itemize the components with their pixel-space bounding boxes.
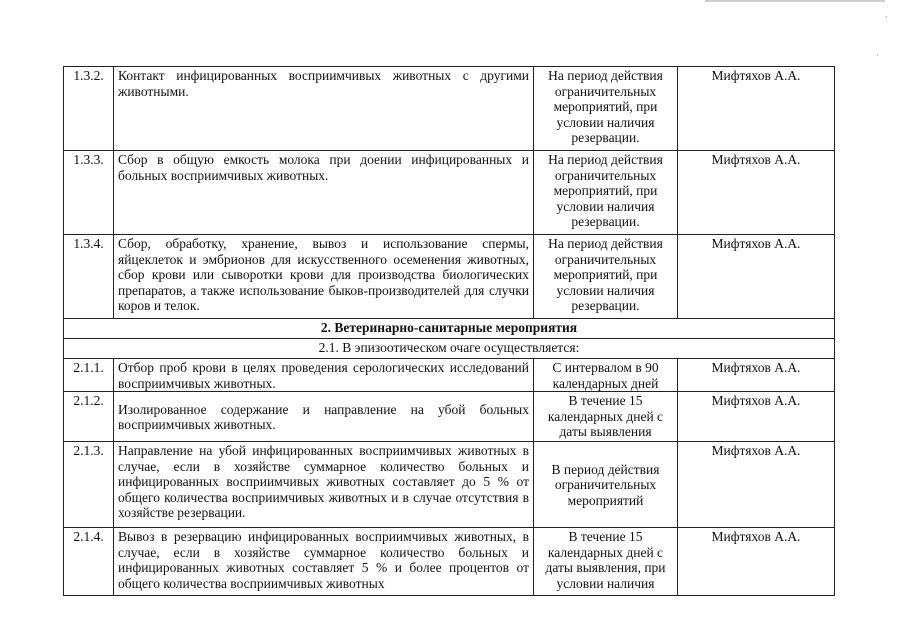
- table-row: [64, 67, 835, 151]
- measure-description: Вывоз в резервацию инфицированных восприимчивых животных, в случае, если в хозяйстве суммарное количество больных и инфицированных животных составляет 5 % и более процентов от общего количества восприимчивых животных: [114, 528, 534, 596]
- measure-term: На период действия ограничительных мероприятий, при условии наличия резервации.: [534, 235, 678, 319]
- row-number: 2.1.4.: [64, 528, 114, 596]
- table-row: [64, 442, 835, 528]
- table-row: [64, 528, 835, 596]
- responsible-person: Мифтяхов А.А.: [678, 67, 835, 151]
- responsible-person: Мифтяхов А.А.: [678, 151, 835, 235]
- measure-description: Сбор, обработку, хранение, вывоз и использование спермы, яйцеклеток и эмбрионов для искусственного осеменения животных, сбор крови или сыворотки крови для производства биологических препаратов, а также использование быков-производителей для случки коров и телок.: [114, 235, 534, 319]
- measures-table: [63, 66, 835, 596]
- measure-description: Направление на убой инфицированных восприимчивых животных в случае, если в хозяйстве суммарное количество больных и инфицированных восприимчивых животных составляет до 5 % от общего количества восприимчивых животных и в случае отсутствия в хозяйстве резервации.: [114, 442, 534, 528]
- measure-term: В течение 15 календарных дней с даты выявления, при условии наличия: [534, 528, 678, 596]
- subsection-heading: 2.1. В эпизоотическом очаге осуществляется:: [64, 339, 835, 359]
- row-number: 2.1.3.: [64, 442, 114, 528]
- measure-term: В период действия ограничительных мероприятий: [534, 442, 678, 528]
- section-heading-row: [64, 319, 835, 339]
- responsible-person: Мифтяхов А.А.: [678, 442, 835, 528]
- section-heading: 2. Ветеринарно-санитарные мероприятия: [64, 319, 835, 339]
- measure-description: Сбор в общую емкость молока при доении инфицированных и больных восприимчивых животных.: [114, 151, 534, 235]
- row-number: 2.1.1.: [64, 359, 114, 392]
- measure-term: На период действия ограничительных мероприятий, при условии наличия резервации.: [534, 151, 678, 235]
- responsible-person: Мифтяхов А.А.: [678, 359, 835, 392]
- scan-speck: ·: [876, 50, 879, 60]
- table-row: [64, 235, 835, 319]
- responsible-person: Мифтяхов А.А.: [678, 235, 835, 319]
- row-number: 1.3.4.: [64, 235, 114, 319]
- row-number: 1.3.3.: [64, 151, 114, 235]
- responsible-person: Мифтяхов А.А.: [678, 392, 835, 442]
- measure-description: Отбор проб крови в целях проведения серологических исследований восприимчивых животных.: [114, 359, 534, 392]
- responsible-person: Мифтяхов А.А.: [678, 528, 835, 596]
- table-row: [64, 151, 835, 235]
- table-row: [64, 359, 835, 392]
- subsection-heading-row: [64, 339, 835, 359]
- measure-term: В течение 15 календарных дней с даты выявления: [534, 392, 678, 442]
- row-number: 1.3.2.: [64, 67, 114, 151]
- measure-term: На период действия ограничительных мероприятий, при условии наличия резервации.: [534, 67, 678, 151]
- measure-term: С интервалом в 90 календарных дней: [534, 359, 678, 392]
- scan-top-line: [705, 0, 885, 2]
- measure-description: Контакт инфицированных восприимчивых животных с другими животными.: [114, 67, 534, 151]
- scan-speck: ·: [885, 12, 888, 22]
- measure-description: Изолированное содержание и направление на убой больных восприимчивых животных.: [114, 392, 534, 442]
- row-number: 2.1.2.: [64, 392, 114, 442]
- table-row: [64, 392, 835, 442]
